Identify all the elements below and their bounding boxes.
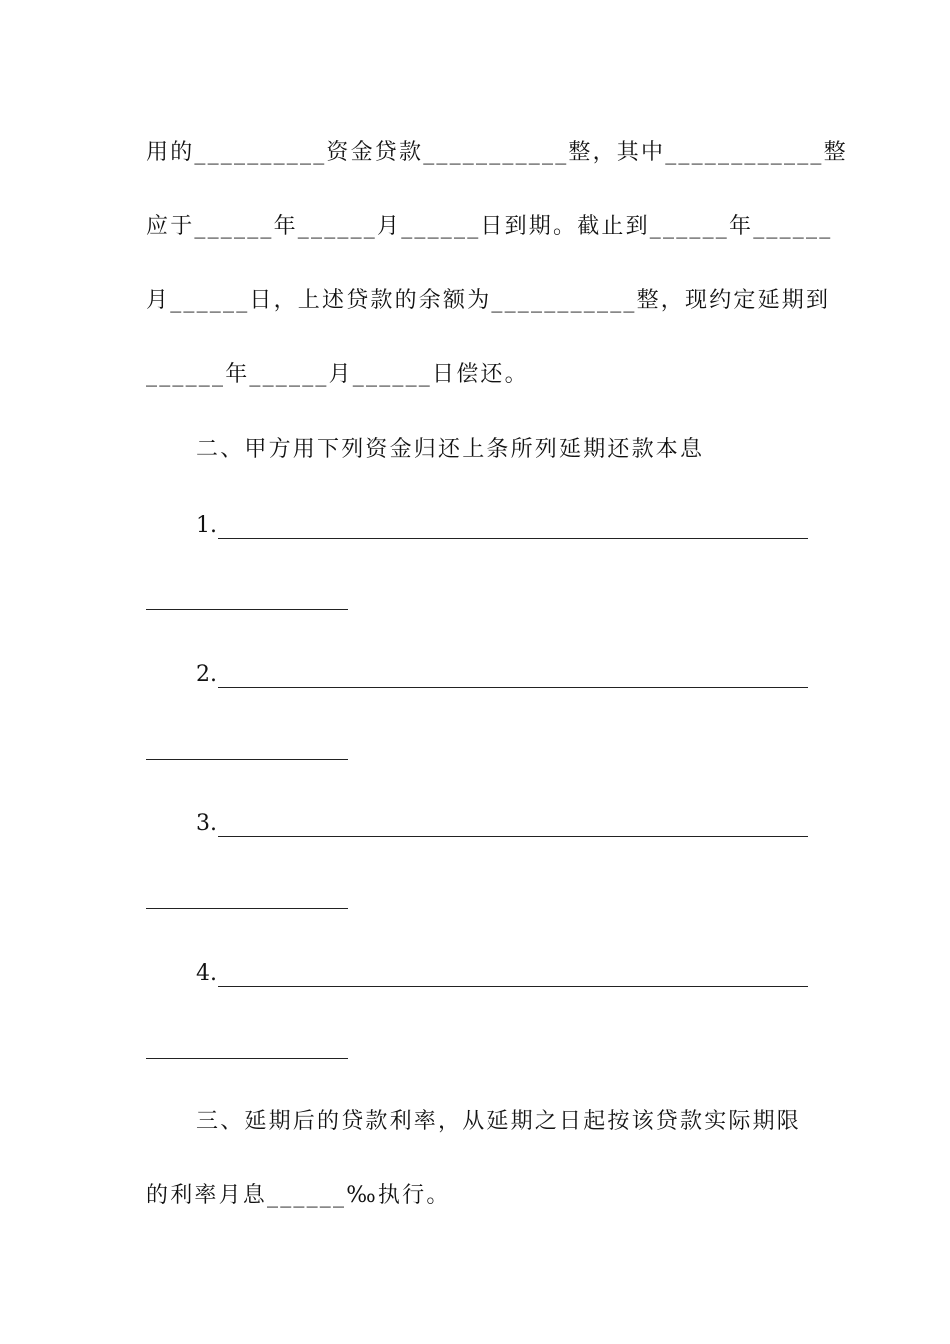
list-item-number: 4. [196, 961, 217, 986]
fill-in-blank-line [218, 986, 808, 987]
list-item-4 [196, 954, 808, 994]
fill-in-blank-continuation [146, 758, 348, 760]
fill-in-blank-continuation [146, 608, 348, 610]
fill-in-blank-continuation [146, 907, 348, 909]
list-item-number: 2. [196, 662, 217, 687]
fill-in-blank-continuation [146, 1057, 348, 1059]
fill-in-blank-line [218, 538, 808, 539]
section-3-line-1: 三、延期后的贷款利率，从延期之日起按该贷款实际期限 [196, 1109, 802, 1134]
paragraph-line-1: 用的__________资金贷款___________整，其中____________整 [146, 140, 848, 165]
paragraph-line-4: ______年______月______日偿还。 [146, 362, 529, 387]
list-item-number: 3. [196, 811, 217, 836]
list-item-number: 1. [196, 513, 217, 538]
list-item-2 [196, 655, 808, 695]
paragraph-line-3: 月______日，上述贷款的余额为___________整，现约定延期到 [146, 288, 831, 313]
fill-in-blank-line [218, 687, 808, 688]
fill-in-blank-line [218, 836, 808, 837]
section-2-heading: 二、甲方用下列资金归还上条所列延期还款本息 [196, 437, 705, 462]
list-item-1 [196, 506, 808, 546]
section-3-line-2: 的利率月息______‰执行。 [146, 1183, 451, 1208]
list-item-3 [196, 804, 808, 844]
paragraph-line-2: 应于______年______月______日到期。截止到______年______ [146, 214, 833, 239]
